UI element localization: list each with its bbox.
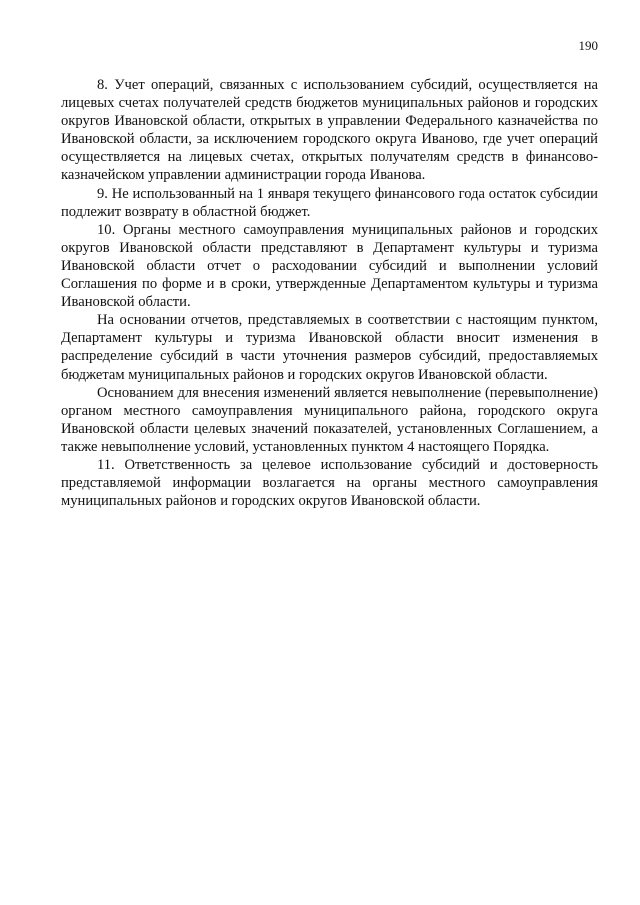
paragraph-grounds: Основанием для внесения изменений является невыполнение (перевыполнение) органом местного самоуправления муниципального района, городского округа Ивановской области целевых значений показателей, установленных Соглашением, а также невыполнение условий, установленных пунктом 4 настоящего Порядка. [61,384,598,455]
paragraph-item-10: 10. Органы местного самоуправления муниципальных районов и городских округов Ивановской области представляют в Департамент культуры и туризма Ивановской области отчет о расходовании субсидий и выполнении условий Соглашения по форме и в сроки, утвержденные Департаментом культуры и туризма Ивановской области. [61,221,598,311]
paragraph-reports: На основании отчетов, представляемых в соответствии с настоящим пунктом, Департамент культуры и туризма Ивановской области вносит изменения в распределение субсидий в части уточнения размеров субсидий, предоставляемых бюджетам муниципальных районов и городских округов Ивановской области. [61,312,598,383]
page-number: 190 [578,38,598,53]
paragraph-item-9: 9. Не использованный на 1 января текущего финансового года остаток субсидии подлежит возврату в областной бюджет. [61,185,598,220]
document-body [61,76,598,510]
paragraph-item-11: 11. Ответственность за целевое использование субсидий и достоверность представляемой информации возлагается на органы местного самоуправления муниципальных районов и городских округов Ивановской области. [61,456,598,510]
paragraph-item-8: 8. Учет операций, связанных с использованием субсидий, осуществляется на лицевых счетах получателей средств бюджетов муниципальных районов и городских округов Ивановской области, открытых в управлении Федерального казначейства по Ивановской области, за исключением городского округа Иваново, где учет операций осуществляется на лицевых счетах, открытых получателям средств в финансово-казначейском управлении администрации города Иванова. [61,77,598,184]
